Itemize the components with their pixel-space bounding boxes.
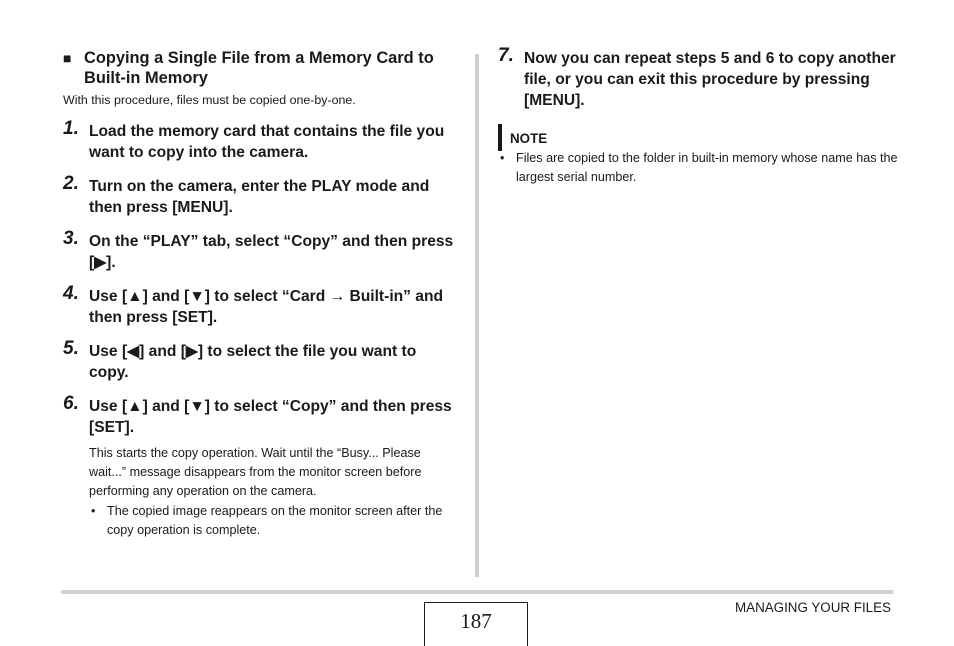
step-1 <box>63 118 458 163</box>
step-text: Use [▲] and [▼] to select “Card → Built-in” and then press [SET]. <box>89 288 444 326</box>
bullet-item <box>89 502 458 540</box>
left-column <box>63 48 458 553</box>
step-number: 2. <box>63 173 79 194</box>
step-3 <box>63 228 458 273</box>
intro-text: With this procedure, files must be copied one-by-one. <box>63 93 356 107</box>
step-text: Turn on the camera, enter the PLAY mode and then press [MENU]. <box>89 178 430 216</box>
step-text: Use [▲] and [▼] to select “Copy” and then press [SET]. <box>89 398 452 436</box>
section-heading <box>63 48 458 88</box>
step-number: 6. <box>63 393 79 414</box>
step-note: This starts the copy operation. Wait until the “Busy... Please wait...” message disappears from the monitor screen before performing any operation on the camera. <box>89 446 422 498</box>
square-bullet-icon: ■ <box>63 50 72 66</box>
note-bar <box>498 124 502 151</box>
column-divider <box>475 54 479 577</box>
section-heading-text: Copying a Single File from a Memory Card to Built-in Memory <box>84 49 434 87</box>
step-text: Use [◀] and [▶] to select the file you want to copy. <box>89 343 417 381</box>
step-number: 7. <box>498 45 514 66</box>
bullet-dot-icon: • <box>91 504 96 518</box>
step-2 <box>63 173 458 218</box>
step-text: Load the memory card that contains the file you want to copy into the camera. <box>89 123 445 161</box>
page-number: 187 <box>424 602 528 646</box>
step-text: On the “PLAY” tab, select “Copy” and then press [▶]. <box>89 233 454 271</box>
note-heading: NOTE <box>510 131 548 146</box>
note-item <box>498 149 898 187</box>
step-number: 5. <box>63 338 79 359</box>
step-7 <box>498 45 898 111</box>
footer-rule <box>61 590 893 594</box>
bullet-text: The copied image reappears on the monitor screen after the copy operation is complete. <box>107 504 443 537</box>
step-4 <box>63 283 458 328</box>
step-text: Now you can repeat steps 5 and 6 to copy another file, or you can exit this procedure by pressing [MENU]. <box>524 50 896 109</box>
step-number: 4. <box>63 283 79 304</box>
right-column <box>498 45 898 187</box>
step-number: 3. <box>63 228 79 249</box>
bullet-dot-icon: • <box>500 151 505 165</box>
step-number: 1. <box>63 118 79 139</box>
section-footer-title: MANAGING YOUR FILES <box>734 600 891 615</box>
note-item-text: Files are copied to the folder in built-in memory whose name has the largest serial number. <box>516 151 898 184</box>
step-5 <box>63 338 458 383</box>
step-6 <box>63 393 458 540</box>
note-box <box>498 124 898 187</box>
